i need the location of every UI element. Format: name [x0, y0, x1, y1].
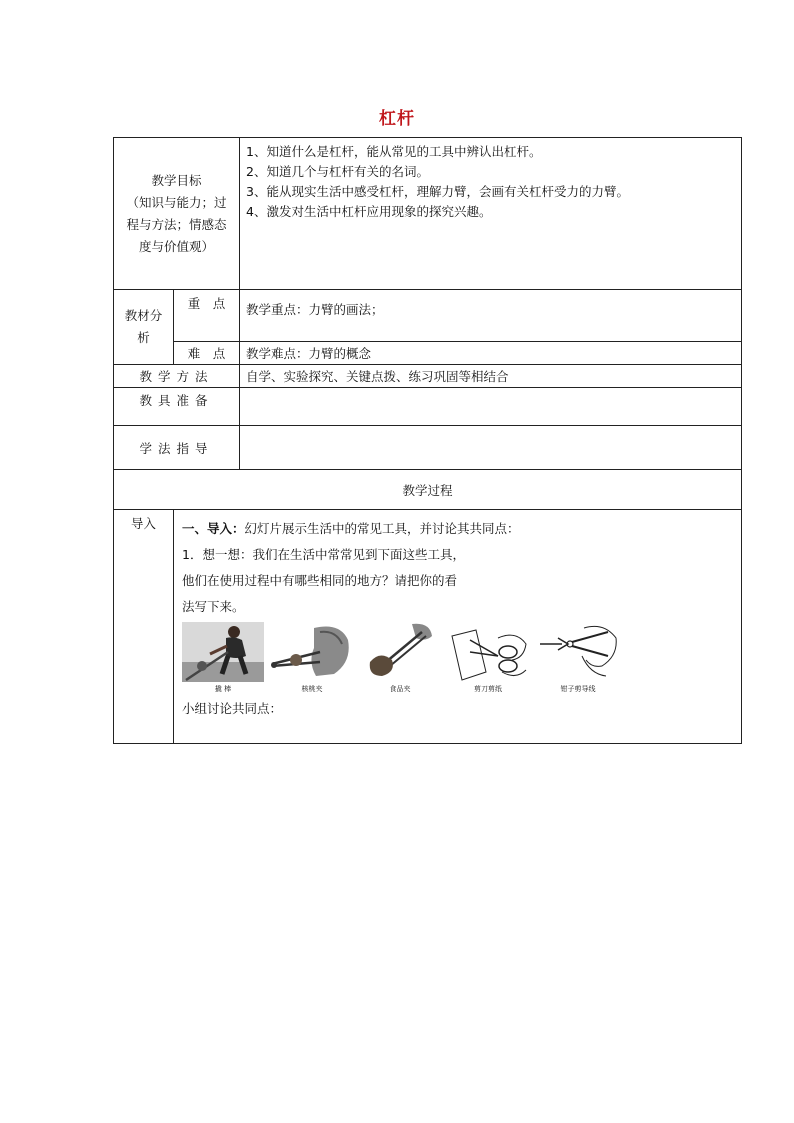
goals-label-line: 程与方法；情感态 [126, 216, 227, 232]
figure-caption: 剪刀剪纸 [474, 685, 502, 693]
crowbar-photo-icon [182, 622, 264, 682]
tool-figure [536, 622, 620, 694]
intro-question-line: 1．想一想：我们在生活中常常见到下面这些工具， [182, 547, 465, 562]
figure-caption: 撬 棒 [214, 685, 232, 693]
figure-caption: 钳子剪导线 [560, 685, 596, 693]
intro-label: 导入 [114, 510, 174, 744]
food-tongs-photo-icon [360, 622, 440, 682]
guide-text [240, 426, 742, 470]
goal-item: 4、激发对生活中杠杆应用现象的探究兴趣。 [246, 204, 492, 219]
tool-figure [270, 622, 354, 694]
analysis-label-line: 教材分 [124, 308, 163, 323]
intro-heading-line [182, 516, 733, 542]
intro-body [174, 510, 742, 744]
intro-heading-rest: 幻灯片展示生活中的常见工具，并讨论其共同点： [244, 521, 520, 536]
goals-label-line: 度与价值观） [139, 238, 215, 254]
analysis-label-line: 析 [137, 330, 150, 345]
pliers-drawing-icon [536, 622, 620, 682]
key-point-row [114, 290, 742, 342]
process-header-row [114, 470, 742, 510]
goals-row [114, 138, 742, 290]
key-point-label: 重 点 [174, 290, 240, 342]
difficult-point-label: 难 点 [174, 342, 240, 365]
tools-label: 教具准备 [114, 388, 240, 426]
tool-figure [360, 622, 440, 694]
method-text: 自学、实验探究、关键点拨、练习巩固等相结合 [240, 365, 742, 388]
tools-text [240, 388, 742, 426]
goals-label [114, 138, 240, 290]
tool-figure [446, 622, 530, 694]
lesson-plan-table [113, 137, 742, 744]
guide-label: 学法指导 [114, 426, 240, 470]
scissors-drawing-icon [446, 622, 530, 682]
goals-label-line: 教学目标 [151, 172, 202, 188]
analysis-label [114, 290, 174, 365]
difficult-point-row [114, 342, 742, 365]
goal-item: 3、能从现实生活中感受杠杆，理解力臂，会画有关杠杆受力的力臂。 [246, 184, 629, 199]
goals-label-line: （知识与能力；过 [126, 194, 227, 210]
intro-question-line: 他们在使用过程中有哪些相同的地方？请把你的看 [182, 573, 458, 588]
goal-item: 1、知道什么是杠杆，能从常见的工具中辨认出杠杆。 [246, 144, 542, 159]
process-header: 教学过程 [114, 470, 742, 510]
page-title: 杠杆 [379, 109, 415, 129]
tool-figures [182, 624, 733, 694]
figure-caption: 核桃夹 [301, 685, 323, 693]
tool-figure [182, 622, 264, 694]
method-row [114, 365, 742, 388]
method-label: 教学方法 [114, 365, 240, 388]
nutcracker-photo-icon [270, 622, 354, 682]
difficult-point-text: 教学难点：力臂的概念 [240, 342, 742, 365]
goals-list [240, 138, 742, 290]
discussion-prompt: 小组讨论共同点： [182, 701, 283, 716]
guide-row [114, 426, 742, 470]
intro-row [114, 510, 742, 744]
intro-heading: 一、导入： [182, 521, 245, 536]
intro-question-line: 法写下来。 [182, 599, 245, 614]
tools-row [114, 388, 742, 426]
figure-caption: 食品夹 [389, 685, 411, 693]
goal-item: 2、知道几个与杠杆有关的名词。 [246, 164, 429, 179]
key-point-text: 教学重点：力臂的画法； [240, 290, 742, 342]
